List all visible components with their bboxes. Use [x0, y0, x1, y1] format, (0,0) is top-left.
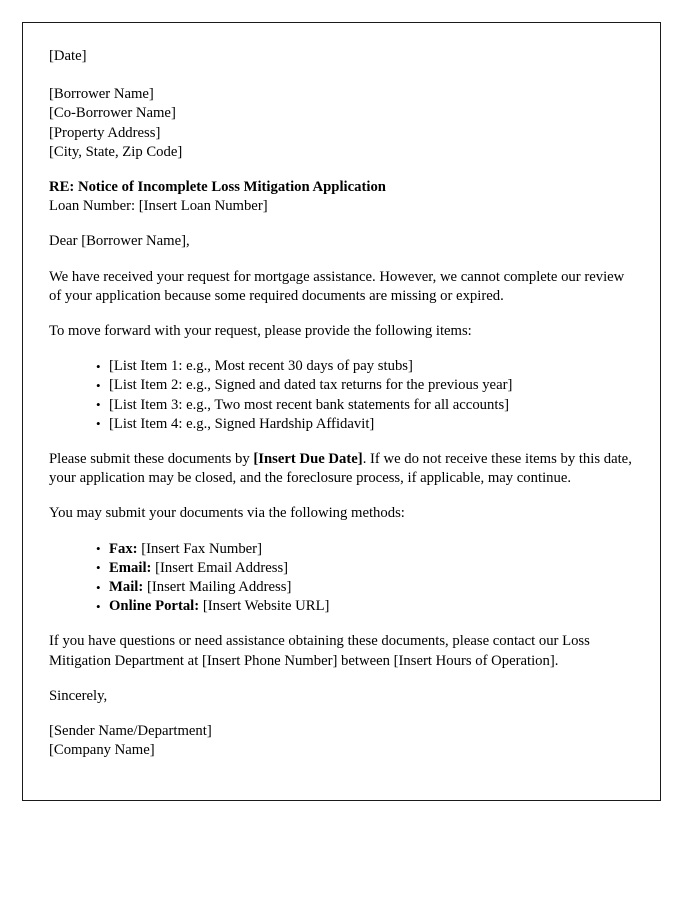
required-documents-list	[49, 357, 633, 434]
spacer-after-contact	[49, 671, 633, 687]
salutation: Dear [Borrower Name],	[49, 233, 190, 250]
list-item	[96, 597, 633, 616]
recipient-address-block	[49, 85, 633, 162]
spacer-after-salutation	[49, 252, 633, 268]
closing: Sincerely,	[49, 687, 108, 704]
spacer-before-doc-list	[49, 341, 633, 357]
spacer-after-closing	[49, 706, 633, 722]
recipient-line: [City, State, Zip Code]	[49, 143, 183, 160]
method-value: [Insert Website URL]	[202, 598, 330, 615]
spacer-after-address	[49, 162, 633, 178]
deadline-text-after: . If we do not receive these items by this date, your application may be closed, and the foreclosure process, if applicable, may continue.	[49, 451, 632, 487]
signature-block	[49, 722, 633, 760]
contact-paragraph: If you have questions or need assistance obtaining these documents, please contact our Loss Mitigation Department at [Insert Phone Number] between [Insert Hours of Operation].	[49, 633, 590, 669]
method-label: Mail:	[109, 579, 144, 596]
list-item: • [List Item 3: e.g., Two most recent bank statements for all accounts]	[96, 396, 633, 415]
letter-page-border	[22, 22, 661, 801]
spacer-after-date	[49, 66, 633, 85]
spacer-after-intro	[49, 306, 633, 322]
subject-block	[49, 178, 633, 216]
loan-number-line: Loan Number: [Insert Loan Number]	[49, 198, 268, 215]
methods-intro-paragraph: You may submit your documents via the following methods:	[49, 505, 405, 522]
method-label: Online Portal:	[109, 598, 200, 615]
list-item: • [List Item 1: e.g., Most recent 30 days of pay stubs]	[96, 357, 633, 376]
list-item	[96, 578, 633, 597]
spacer-after-methods-list	[49, 616, 633, 632]
method-label: Email:	[109, 559, 152, 576]
method-value: [Insert Fax Number]	[141, 540, 262, 557]
intro-paragraph: We have received your request for mortgage assistance. However, we cannot complete our review of your application because some required documents are missing or expired.	[49, 268, 625, 304]
list-item: • [List Item 2: e.g., Signed and dated tax returns for the previous year]	[96, 376, 633, 395]
company-name-line: [Company Name]	[49, 742, 155, 759]
deadline-paragraph	[49, 450, 633, 488]
spacer-after-deadline	[49, 488, 633, 504]
spacer-after-subject	[49, 216, 633, 232]
sender-name-line: [Sender Name/Department]	[49, 723, 212, 740]
request-paragraph: To move forward with your request, please provide the following items:	[49, 323, 472, 340]
deadline-text-before: Please submit these documents by	[49, 451, 254, 468]
list-item	[96, 559, 633, 578]
subject-line: RE: Notice of Incomplete Loss Mitigation Application	[49, 179, 386, 196]
list-item: • [List Item 4: e.g., Signed Hardship Affidavit]	[96, 415, 633, 434]
recipient-line: [Borrower Name]	[49, 86, 154, 103]
submission-methods-list	[49, 540, 633, 617]
spacer-before-methods-list	[49, 524, 633, 540]
method-value: [Insert Email Address]	[155, 559, 289, 576]
list-item	[96, 540, 633, 559]
spacer-after-doc-list	[49, 434, 633, 450]
method-label: Fax:	[109, 540, 138, 557]
recipient-line: [Co-Borrower Name]	[49, 105, 176, 122]
letter-body	[49, 47, 633, 760]
date-block	[49, 47, 633, 66]
recipient-line: [Property Address]	[49, 124, 161, 141]
method-value: [Insert Mailing Address]	[146, 579, 292, 596]
due-date-placeholder: [Insert Due Date]	[253, 451, 363, 468]
date-placeholder: [Date]	[49, 48, 87, 64]
